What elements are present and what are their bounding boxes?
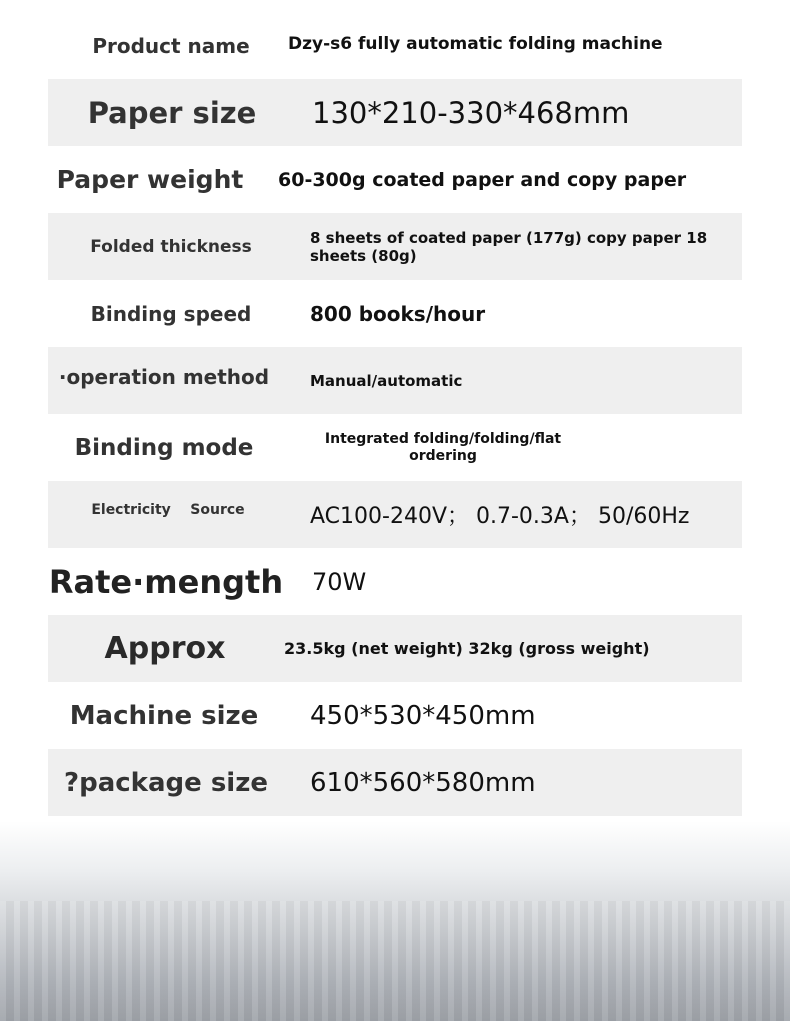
spec-row-binding-speed: [48, 280, 742, 347]
spec-label: Folded thickness: [90, 236, 252, 257]
spec-label: Binding speed: [90, 301, 252, 326]
spec-row-approx: [48, 615, 742, 682]
spec-label: Paper weight: [56, 165, 244, 194]
spec-value: 23.5kg (net weight) 32kg (gross weight): [284, 639, 650, 658]
spec-label: Product name: [92, 33, 250, 58]
spec-value: 8 sheets of coated paper (177g) copy paper 18 sheets (80g): [310, 228, 708, 265]
spec-value: Integrated folding/folding/flat ordering: [324, 430, 562, 464]
spec-row-machine-size: [48, 682, 742, 749]
spec-label: ·operation method: [58, 365, 270, 389]
spec-label: Machine size: [69, 700, 259, 731]
spec-value: AC100-240V； 0.7-0.3A； 50/60Hz: [310, 504, 690, 529]
spec-value: 610*560*580mm: [310, 767, 536, 798]
spec-table: [48, 12, 742, 816]
spec-value: Dzy-s6 fully automatic folding machine: [288, 34, 663, 54]
spec-label: ?package size: [64, 767, 268, 798]
spec-value: 450*530*450mm: [310, 700, 536, 731]
spec-label: Rate·mength: [48, 562, 284, 601]
spec-label: Paper size: [87, 95, 257, 130]
spec-row-paper-weight: [48, 146, 742, 213]
spec-value: 60-300g coated paper and copy paper: [278, 168, 687, 191]
spec-row-product-name: [48, 12, 742, 79]
spec-label: Electricity Source: [91, 502, 245, 518]
floor-background: [0, 821, 790, 1021]
spec-row-package-size: [48, 749, 742, 816]
spec-row-electricity-source: [48, 481, 742, 548]
spec-value: 130*210-330*468mm: [312, 95, 630, 130]
spec-value: Manual/automatic: [310, 371, 463, 390]
spec-value: 70W: [312, 567, 367, 596]
spec-row-folded-thickness: [48, 213, 742, 280]
spec-label: Approx: [104, 631, 226, 666]
spec-label: Binding mode: [74, 434, 254, 461]
spec-row-rate-mength: [48, 548, 742, 615]
spec-row-binding-mode: [48, 414, 742, 481]
spec-row-paper-size: [48, 79, 742, 146]
spec-row-operation-method: [48, 347, 742, 414]
spec-value: 800 books/hour: [310, 301, 486, 326]
